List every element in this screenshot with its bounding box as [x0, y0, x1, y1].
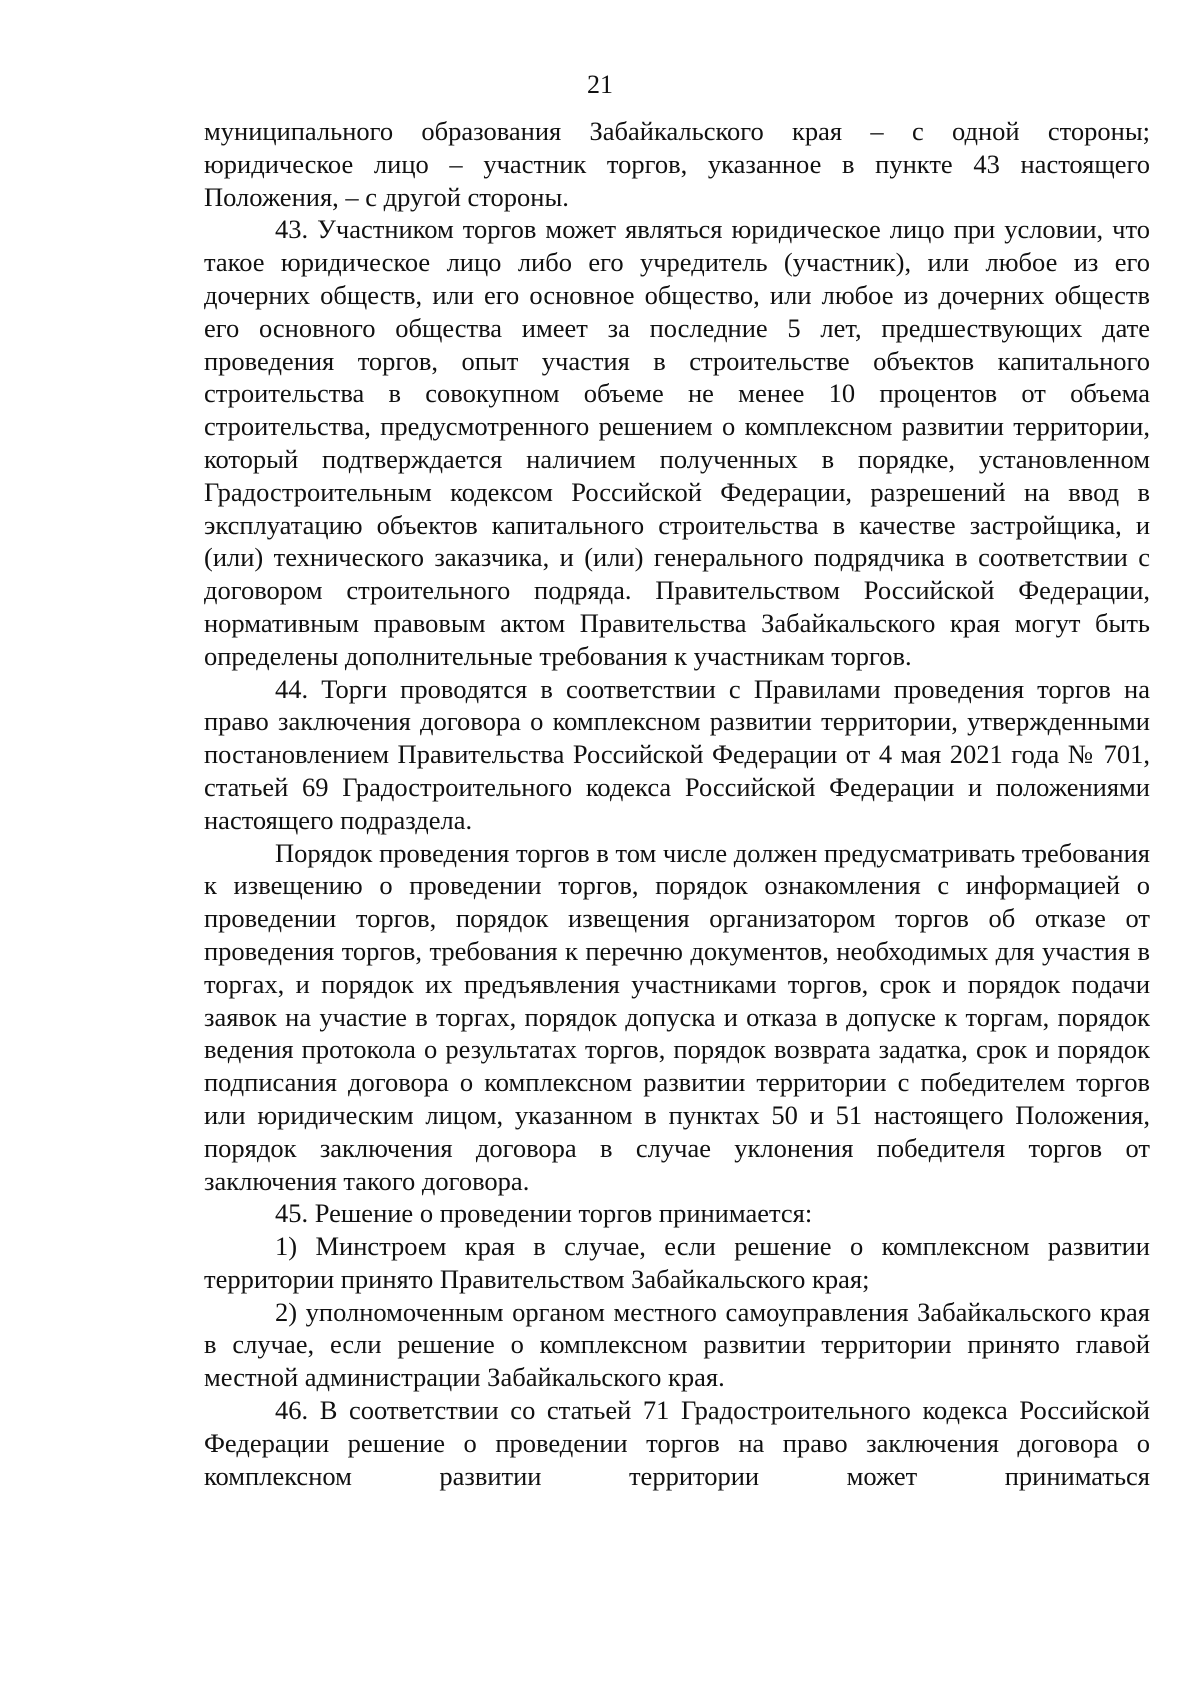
paragraph-procedure: Порядок проведения торгов в том числе должен предусматривать требования к извещению о проведении торгов, порядок ознакомления с информацией о проведении торгов, порядок извещения организатором торгов об отказе от проведения торгов, требования к перечню документов, необходимых для участия в торгах, и порядок их предъявления участниками торгов, срок и порядок подачи заявок на участие в торгах, порядок допуска и отказа в допуске к торгам, порядок ведения протокола о результатах торгов, порядок возврата задатка, срок и порядок подписания договора о комплексном развитии территории с победителем торгов или юридическим лицом, указанном в пунктах 50 и 51 настоящего Положения, порядок заключения договора в случае уклонения победителя торгов от заключения такого договора. — [204, 837, 1150, 1196]
paragraph-item-46: 46. В соответствии со статьей 71 Градостроительного кодекса Российской Федерации решение о проведении торгов на право заключения договора о комплексном развитии территории может приниматься — [204, 1395, 1150, 1491]
paragraph-item-43: 43. Участником торгов может являться юридическое лицо при условии, что такое юридическое лицо либо его учредитель (участник), или любое из его дочерних обществ, или его основное общество, или любое из дочерних обществ его основного общества имеет за последние 5 лет, предшествующих дате проведения торгов, опыт участия в строительстве объектов капитального строительства в совокупном объеме не менее 10 процентов от объема строительства, предусмотренного решением о комплексном развитии территории, который подтверждается наличием полученных в порядке, установленном Градостроительным кодексом Российской Федерации, разрешений на ввод в эксплуатацию объектов капитального строительства в качестве застройщика, и (или) технического заказчика, и (или) генерального подрядчика в соответствии с договором строительного подряда. Правительством Российской Федерации, нормативным правовым актом Правительства Забайкальского края могут быть определены дополнительные требования к участникам торгов. — [204, 214, 1150, 671]
paragraph-item-45: 45. Решение о проведении торгов принимается: — [275, 1198, 813, 1229]
paragraph-item-45-sub-2: 2) уполномоченным органом местного самоуправления Забайкальского края в случае, если решение о комплексном развитии территории принято главой местной администрации Забайкальского края. — [204, 1296, 1150, 1393]
paragraph-item-45-sub-1: 1) Минстроем края в случае, если решение о комплексном развитии территории принято Правительством Забайкальского края; — [204, 1231, 1150, 1294]
paragraph-continuation: муниципального образования Забайкальского края – с одной стороны; юридическое лицо – участник торгов, указанное в пункте 43 настоящего Положения, – с другой стороны. — [204, 116, 1150, 212]
document-body — [204, 115, 1150, 1492]
paragraph-item-44: 44. Торги проводятся в соответствии с Правилами проведения торгов на право заключения договора о комплексном развитии территории, утвержденными постановлением Правительства Российской Федерации от 4 мая 2021 года № 701, статьей 69 Градостроительного кодекса Российской Федерации и положениями настоящего подраздела. — [204, 673, 1150, 835]
page-number: 21 — [587, 70, 613, 99]
